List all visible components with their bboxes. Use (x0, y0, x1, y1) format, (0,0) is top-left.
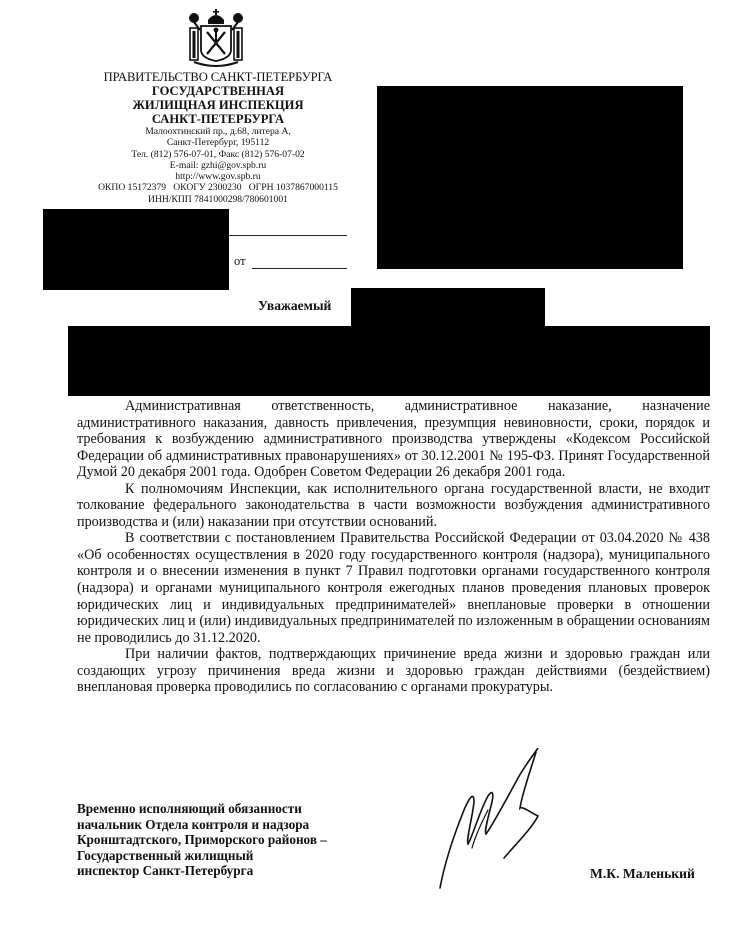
inn-kpp: ИНН/КПП 7841000298/780601001 (148, 193, 288, 205)
signatory-title-line: инспектор Санкт-Петербурга (77, 863, 254, 879)
email: E-mail: gzhi@gov.spb.ru (169, 159, 267, 171)
organization-name-line-2: ЖИЛИЩНАЯ ИНСПЕКЦИЯ (132, 98, 304, 112)
handwritten-signature (430, 748, 580, 896)
signatory-name: М.К. Маленький (590, 866, 695, 881)
signatory-title-line: Кронштадтского, Приморского районов – (77, 832, 327, 848)
letterhead (70, 70, 366, 205)
redaction-addressee-name (351, 288, 545, 328)
date-prefix: от (234, 254, 246, 268)
signatory-title-line: начальник Отдела контроля и надзора (77, 816, 310, 832)
outgoing-number-line (229, 235, 347, 236)
signatory-title-line: Временно исполняющий обязанности (77, 801, 302, 816)
address-line-1: Малоохтинский пр., д.68, литера А, (145, 126, 291, 137)
signatory-title-line: Государственный жилищный (77, 847, 254, 863)
date-line (252, 268, 347, 269)
body-paragraph: К полномочиям Инспекции, как исполнительного органа государственной власти, не входит толкование федерального законодательства в части возможности возбуждения административного производства и (или) наказании при отсутствии оснований. (77, 480, 710, 530)
phone-fax: Тел. (812) 576-07-01, Факс (812) 576-07-02 (131, 148, 305, 160)
signatory-title (77, 801, 377, 879)
organization-name-line-3: САНКТ-ПЕТЕРБУРГА (151, 112, 285, 126)
redaction-addressee (377, 86, 683, 269)
registry-codes: ОКПО 15172379 ОКОГУ 2300230 ОГРН 1037867000115 (98, 182, 338, 194)
body-paragraph: Административная ответственность, административное наказание, назначение административного наказания, давность привлечения, презумпция невиновности, сроки, порядок и требования к возбуждению административного производства утверждены «Кодексом Российской Федерации об административных правонарушениях» от 30.12.2001 № 195-ФЗ. Принят Государственной Думой 20 декабря 2001 года. Одобрен Советом Федерации 26 декабря 2001 года. (77, 398, 710, 481)
government-name: ПРАВИТЕЛЬСТВО САНКТ-ПЕТЕРБУРГА (103, 70, 333, 84)
salutation: Уважаемый (258, 298, 332, 313)
address-line-2: Санкт-Петербург, 195112 (166, 137, 270, 149)
organization-name-line-1: ГОСУДАРСТВЕННАЯ (151, 84, 285, 98)
redaction-subject (68, 326, 710, 396)
body-paragraph: При наличии фактов, подтверждающих причинение вреда жизни и здоровью граждан или создающих угрозу причинения вреда жизни и здоровью граждан действиями (бездействием) внеплановая проверка проводились по согласованию с органами прокуратуры. (77, 646, 710, 696)
coat-of-arms-icon (180, 6, 252, 70)
website: http://www.gov.spb.ru (175, 171, 261, 183)
redaction-outgoing-number (43, 209, 229, 290)
body-paragraph: В соответствии с постановлением Правительства Российской Федерации от 03.04.2020 № 438 «Об особенностях осуществления в 2020 году государственного контроля (надзора), муниципального контроля и о внесении изменения в пункт 7 Правил подготовки органами государственного контроля (надзора) и органами муниципального контроля ежегодных планов проведения плановых проверок юридических лиц и индивидуальных предпринимателей» внеплановые проверки в отношении юридических лиц и (или) индивидуальных предпринимателей по изложенным в обращении основаниям не проводились до 31.12.2020. (77, 530, 710, 646)
letter-body (77, 398, 710, 696)
